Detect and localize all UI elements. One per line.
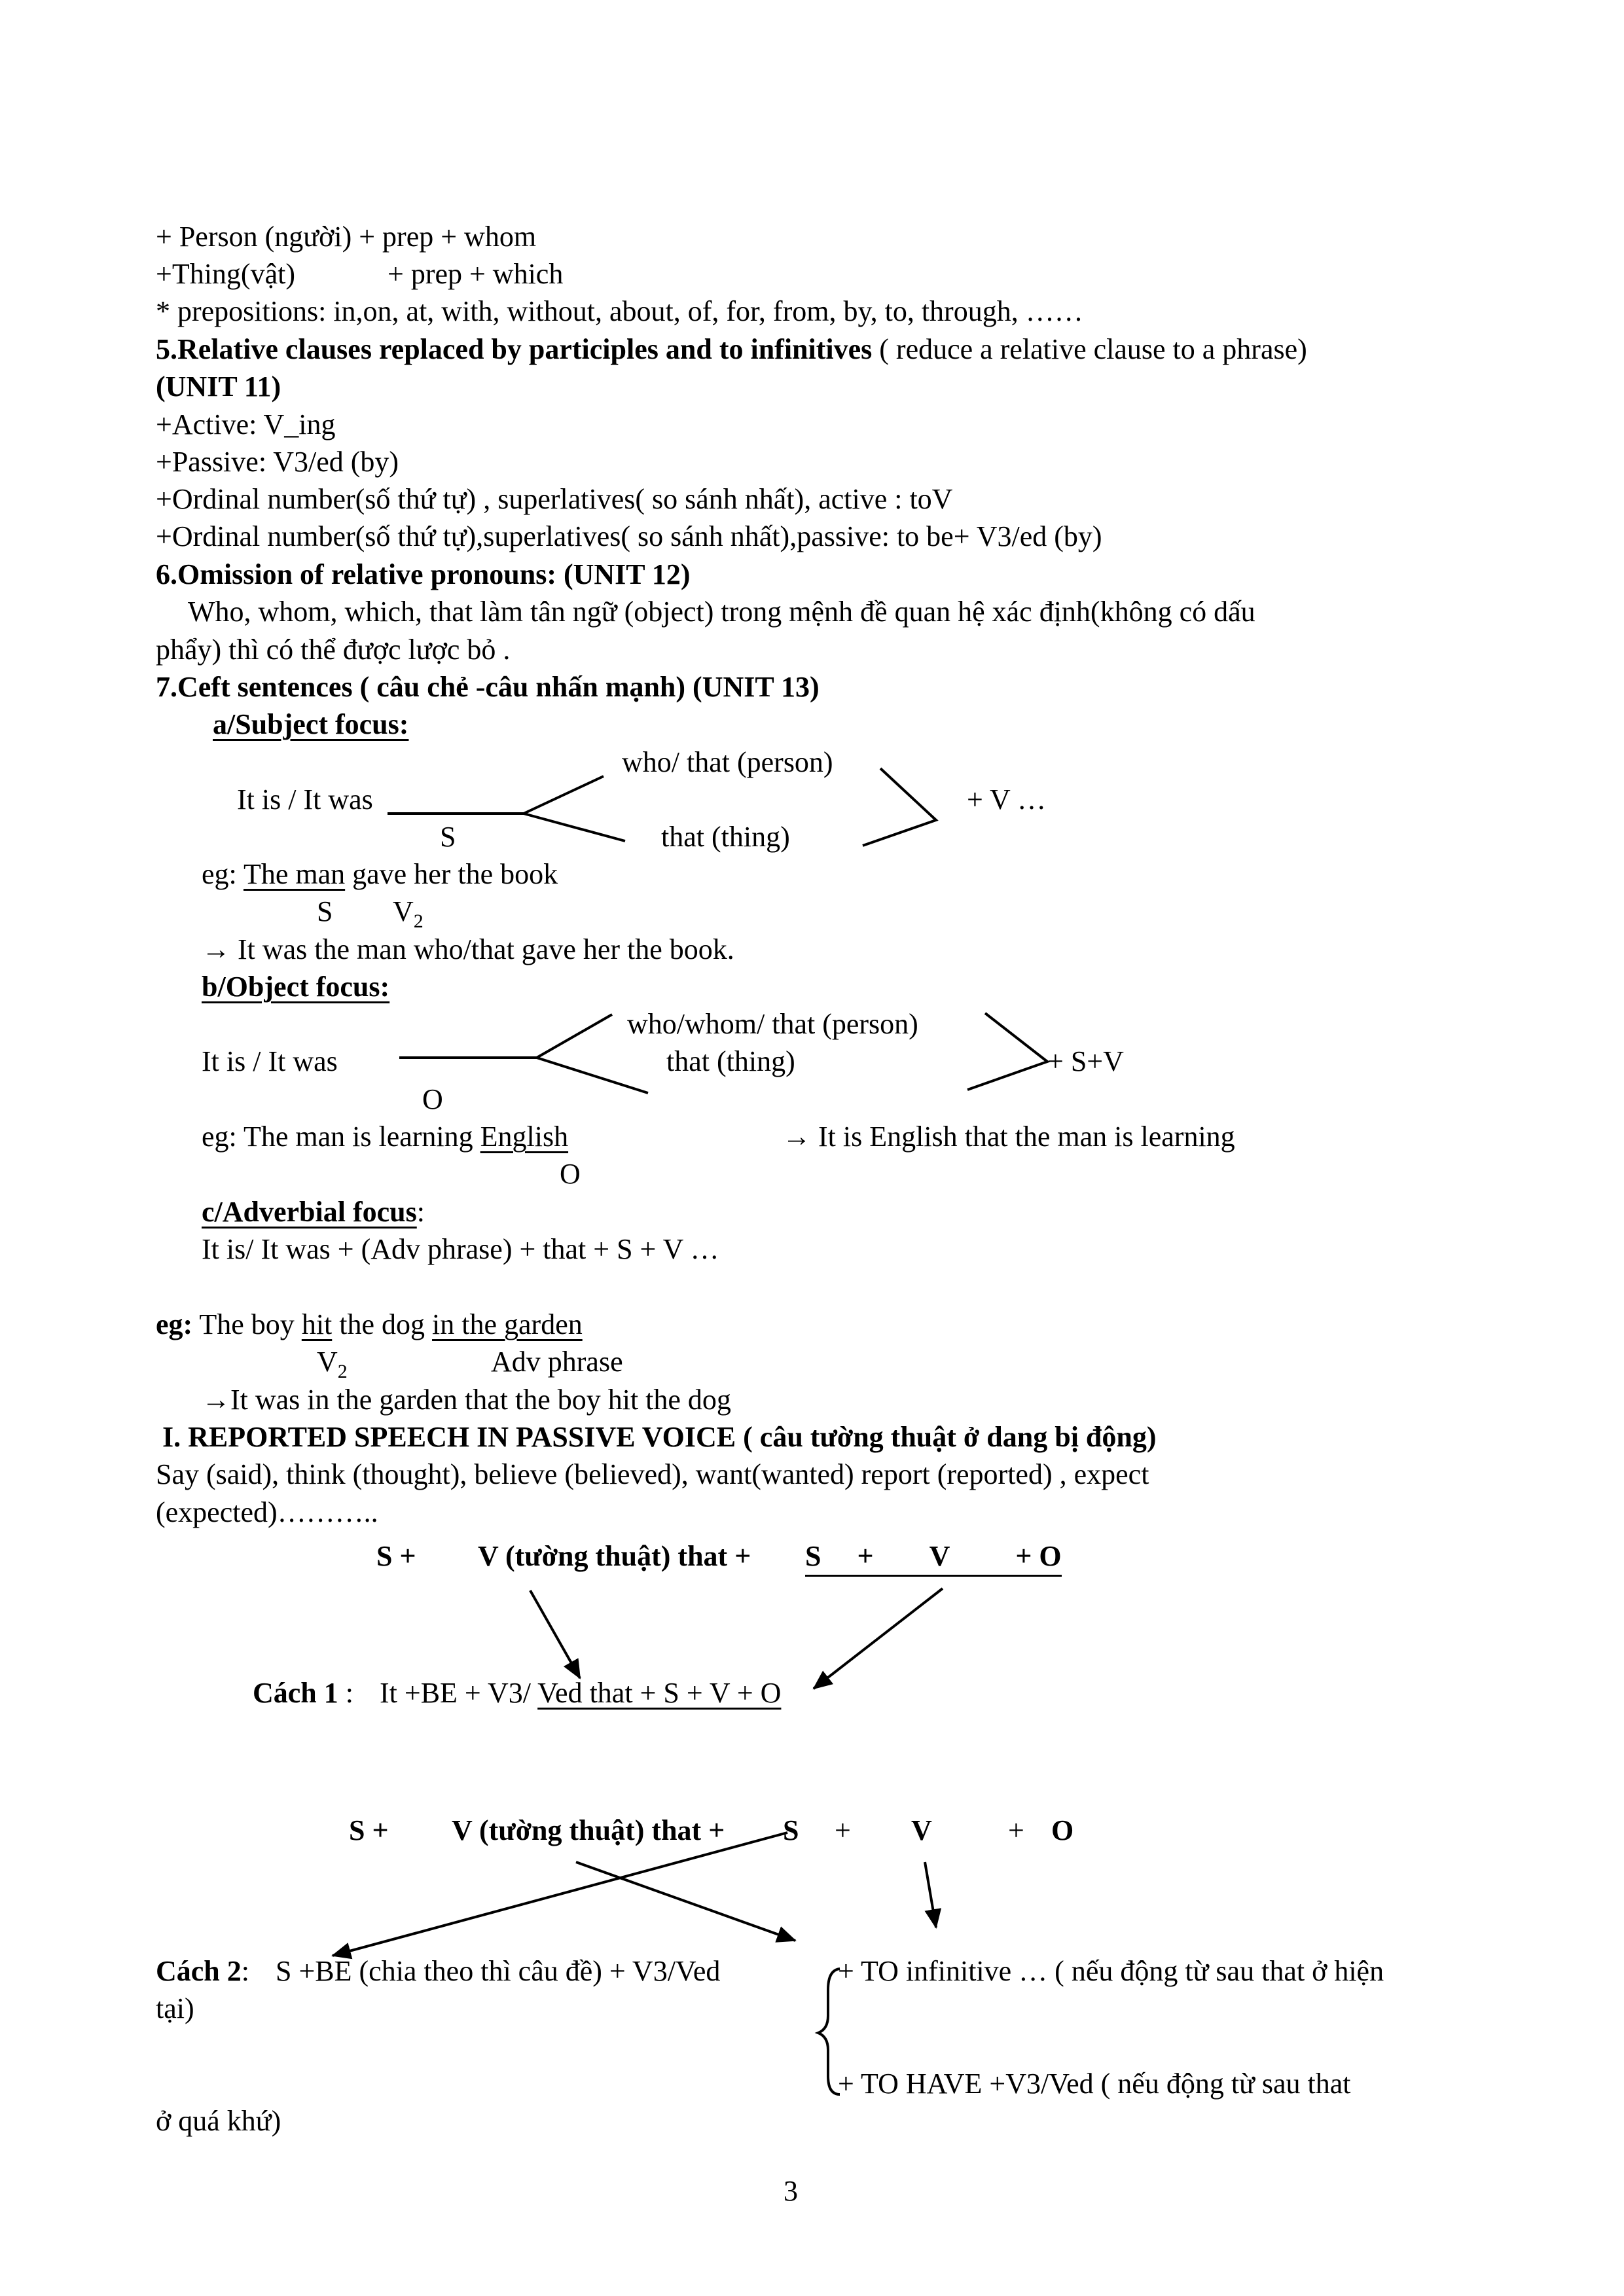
formula1-clause: [805, 1542, 1062, 1577]
section-6-body-line-1: Who, whom, which, that làm tân ngữ (object) trong mệnh đề quan hệ xác định(không có dấu: [188, 596, 1255, 628]
adverbial-example-v-sub: 2: [337, 1361, 348, 1382]
adverbial-example-adv-label: Adv phrase: [491, 1346, 623, 1378]
object-focus-branch-up: [537, 1014, 612, 1058]
subject-result: + V …: [967, 783, 1046, 816]
cach2-arrow-cross-left: [333, 1833, 787, 1956]
subject-focus-branch-down: [524, 814, 625, 841]
adverbial-focus-title-line: [202, 1198, 425, 1227]
section-5-note: ( reduce a relative clause to a phrase): [872, 333, 1307, 365]
object-example-result: → It is English that the man is learning: [782, 1121, 1235, 1153]
cach1-arrow-left: [530, 1590, 580, 1678]
adverbial-example-verb: hit: [301, 1308, 333, 1340]
formula2-v2: V: [911, 1814, 932, 1846]
reported-verbs-line-1: Say (said), think (thought), believe (believed), want(wanted) report (reported) , expect: [156, 1458, 1149, 1490]
prepositions-list: * prepositions: in,on, at, with, without, about, of, for, from, by, to, through, ……: [156, 295, 1083, 327]
active-rule: +Active: V_ing: [156, 408, 336, 440]
formula2-s2: S: [783, 1814, 799, 1846]
subject-lead: It is / It was: [237, 783, 373, 816]
page-number: 3: [784, 2175, 798, 2207]
object-focus-title: b/Object focus:: [202, 971, 390, 1003]
object-lead: It is / It was: [202, 1045, 338, 1077]
section-5-heading-line: [156, 335, 1307, 364]
subject-example-result: → It was the man who/that gave her the book.: [202, 933, 734, 965]
adverbial-example-v-label: [317, 1346, 348, 1382]
formula1-verb: V (tường thuật) that +: [478, 1540, 751, 1572]
cach2-option-1-cont: tại): [156, 1992, 194, 2024]
adverbial-example-text-2: the dog: [332, 1308, 433, 1340]
cach1-arrow-right: [814, 1588, 943, 1689]
subject-example-s-label: S: [317, 895, 333, 927]
cach2-colon: :: [241, 1955, 250, 1987]
cach1-line: [253, 1679, 781, 1708]
formula2-o: O: [1051, 1814, 1074, 1846]
thing-which-rule: + prep + which: [388, 258, 564, 290]
object-branch-thing: that (thing): [666, 1045, 795, 1077]
formula2-subject: S +: [349, 1814, 389, 1846]
adverbial-focus-colon: :: [416, 1196, 425, 1228]
passive-rule: +Passive: V3/ed (by): [156, 446, 399, 478]
subject-example-prefix: eg:: [202, 858, 244, 890]
formula1-s2: S: [805, 1540, 821, 1572]
subject-focus-branch-up: [524, 776, 604, 814]
subject-focus-title: a/Subject focus:: [213, 708, 409, 740]
adverbial-example-adv: in the garden: [432, 1308, 583, 1340]
formula1-o: + O: [1015, 1540, 1062, 1572]
object-branch-person: who/whom/ that (person): [627, 1008, 918, 1040]
object-example-object: English: [480, 1121, 569, 1153]
cach1-text: It +BE + V3/: [380, 1677, 538, 1709]
object-result: + S+V: [1047, 1045, 1124, 1077]
cach2-option-2-cont: ở quá khứ): [156, 2105, 281, 2137]
reported-speech-heading: I. REPORTED SPEECH IN PASSIVE VOICE ( câu tường thuật ở dang bị động): [162, 1421, 1157, 1453]
section-6-heading: 6.Omission of relative pronouns: (UNIT 12): [156, 558, 691, 590]
section-7-heading: 7.Ceft sentences ( câu chẻ -câu nhấn mạnh) (UNIT 13): [156, 671, 820, 703]
adverbial-example: [156, 1310, 583, 1339]
cach1-colon: :: [338, 1677, 354, 1709]
adverbial-example-v: V: [317, 1346, 338, 1378]
adverbial-formula: It is/ It was + (Adv phrase) + that + S + V …: [202, 1233, 719, 1265]
cach2-text: S +BE (chia theo thì câu đề) + V3/Ved: [276, 1955, 721, 1987]
subject-example-rest: gave her the book: [345, 858, 558, 890]
subject-example-v-label: [393, 895, 424, 932]
adverbial-example-prefix: eg:: [156, 1308, 193, 1340]
cach1-underlined: Ved that + S + V + O: [537, 1677, 782, 1709]
cach2-option-2: + TO HAVE +V3/Ved ( nếu động từ sau that: [838, 2068, 1351, 2100]
thing-label: +Thing(vật): [156, 258, 295, 290]
object-example-o-label: O: [560, 1158, 581, 1190]
subject-s-label: S: [440, 821, 456, 853]
formula2-plus-2: +: [1008, 1814, 1024, 1846]
adverbial-example-text-1: The boy: [192, 1308, 302, 1340]
cach2-label: Cách 2: [156, 1955, 242, 1987]
section-6-body-line-2: phẩy) thì có thể được lược bỏ .: [156, 634, 511, 666]
subject-example-v: V: [393, 895, 414, 927]
subject-example-subject: The man: [243, 858, 346, 890]
formula2-verb: V (tường thuật) that +: [452, 1814, 725, 1846]
cach2-option-1: + TO infinitive … ( nếu động từ sau that ở hiện: [838, 1955, 1384, 1987]
person-whom-line: + Person (người) + prep + whom: [156, 221, 537, 253]
formula1-clause-underline: [805, 1542, 1062, 1577]
section-5-unit: (UNIT 11): [156, 370, 281, 403]
subject-branch-person: who/ that (person): [622, 746, 833, 778]
subject-example: [202, 860, 558, 889]
adverbial-example-result: →It was in the garden that the boy hit the dog: [202, 1384, 731, 1416]
formula1-plus: +: [857, 1540, 874, 1572]
object-example: [202, 1122, 568, 1151]
reported-verbs-line-2: (expected)………..: [156, 1496, 378, 1528]
subject-focus-chevron: [863, 768, 936, 846]
object-focus-branch-down: [537, 1058, 648, 1093]
object-o-label: O: [422, 1083, 443, 1115]
subject-example-v-sub: 2: [413, 910, 424, 932]
formula2-plus-1: +: [835, 1814, 851, 1846]
object-example-text: eg: The man is learning: [202, 1121, 480, 1153]
cach2-curly-brace: [818, 1969, 840, 2094]
cach2-line: [156, 1957, 720, 1986]
formula1-subject: S +: [376, 1540, 416, 1572]
subject-branch-thing: that (thing): [661, 821, 790, 853]
ordinal-active-rule: +Ordinal number(số thứ tự) , superlatives( so sánh nhất), active : toV: [156, 483, 953, 515]
cach2-arrow-cross-right: [576, 1862, 795, 1941]
adverbial-focus-title: c/Adverbial focus: [202, 1196, 417, 1228]
cach2-arrow-down: [925, 1862, 936, 1928]
ordinal-passive-rule: +Ordinal number(số thứ tự),superlatives( so sánh nhất),passive: to be+ V3/ed (by): [156, 520, 1102, 552]
formula1-v2: V: [929, 1540, 950, 1572]
section-5-heading: 5.Relative clauses replaced by participles and to infinitives: [156, 333, 873, 365]
object-focus-chevron: [967, 1013, 1047, 1090]
cach1-label: Cách 1: [253, 1677, 338, 1709]
